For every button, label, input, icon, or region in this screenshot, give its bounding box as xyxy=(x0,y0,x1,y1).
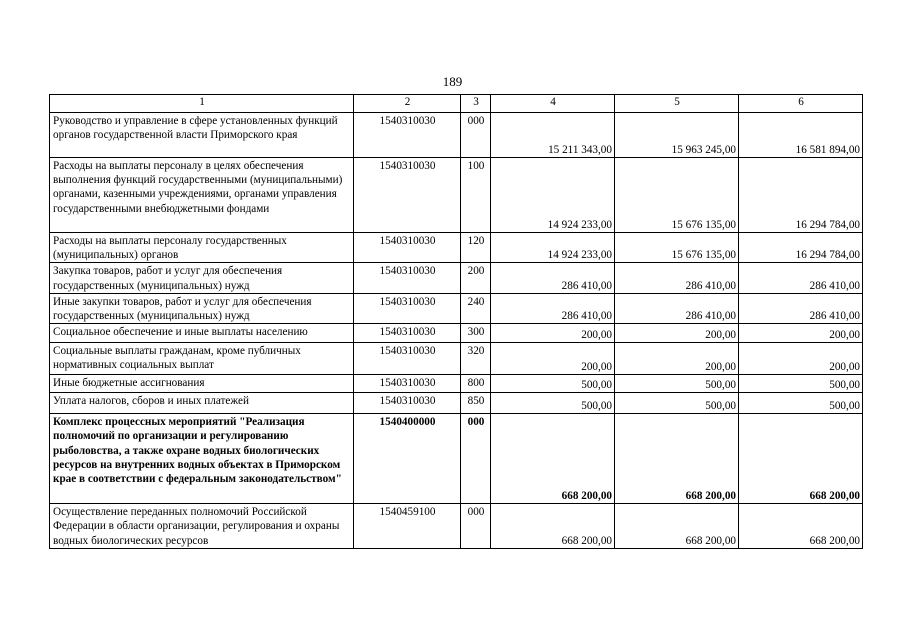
amount-col-4: 500,00 xyxy=(491,375,615,393)
item-name: Уплата налогов, сборов и иных платежей xyxy=(50,393,354,414)
table-row xyxy=(50,293,863,323)
item-name: Комплекс процессных мероприятий "Реализация полномочий по организации и регулированию рыболовства, а также охране водных биологических ресурсов на внутренних водных объектах в Приморском крае в соответствии с федеральным законодательством" xyxy=(50,414,354,504)
table-row xyxy=(50,343,863,375)
amount-col-6: 16 294 784,00 xyxy=(739,158,863,233)
expense-type: 300 xyxy=(461,324,491,343)
table-row xyxy=(50,393,863,414)
amount-col-5: 668 200,00 xyxy=(615,504,739,549)
amount-col-5: 15 676 135,00 xyxy=(615,158,739,233)
item-name: Руководство и управление в сфере установленных функций органов государственной власти Приморского края xyxy=(50,113,354,158)
amount-col-4: 500,00 xyxy=(491,393,615,414)
expense-type: 800 xyxy=(461,375,491,393)
amount-col-6: 16 581 894,00 xyxy=(739,113,863,158)
table-row xyxy=(50,504,863,549)
item-name: Закупка товаров, работ и услуг для обеспечения государственных (муниципальных) нужд xyxy=(50,263,354,293)
amount-col-6: 286 410,00 xyxy=(739,263,863,293)
amount-col-4: 200,00 xyxy=(491,324,615,343)
amount-col-4: 668 200,00 xyxy=(491,414,615,504)
table-row xyxy=(50,375,863,393)
target-code: 1540310030 xyxy=(354,393,461,414)
expense-type: 000 xyxy=(461,414,491,504)
amount-col-6: 200,00 xyxy=(739,343,863,375)
amount-col-5: 286 410,00 xyxy=(615,263,739,293)
amount-col-5: 200,00 xyxy=(615,343,739,375)
amount-col-4: 15 211 343,00 xyxy=(491,113,615,158)
amount-col-5: 286 410,00 xyxy=(615,293,739,323)
header-row xyxy=(50,95,863,113)
amount-col-5: 500,00 xyxy=(615,375,739,393)
item-name: Социальные выплаты гражданам, кроме публичных нормативных социальных выплат xyxy=(50,343,354,375)
amount-col-4: 14 924 233,00 xyxy=(491,233,615,263)
target-code: 1540310030 xyxy=(354,113,461,158)
column-header: 1 xyxy=(50,95,354,113)
amount-col-6: 668 200,00 xyxy=(739,414,863,504)
amount-col-5: 15 963 245,00 xyxy=(615,113,739,158)
target-code: 1540400000 xyxy=(354,414,461,504)
amount-col-4: 286 410,00 xyxy=(491,293,615,323)
column-header: 4 xyxy=(491,95,615,113)
item-name: Расходы на выплаты персоналу в целях обеспечения выполнения функций государственными (муниципальными) органами, казенными учреждениями, органами управления государственными внебюджетными фондами xyxy=(50,158,354,233)
column-header: 2 xyxy=(354,95,461,113)
table-row xyxy=(50,113,863,158)
amount-col-6: 668 200,00 xyxy=(739,504,863,549)
item-name: Социальное обеспечение и иные выплаты населению xyxy=(50,324,354,343)
amount-col-6: 500,00 xyxy=(739,393,863,414)
amount-col-4: 668 200,00 xyxy=(491,504,615,549)
amount-col-5: 200,00 xyxy=(615,324,739,343)
target-code: 1540310030 xyxy=(354,293,461,323)
expense-type: 850 xyxy=(461,393,491,414)
target-code: 1540310030 xyxy=(354,324,461,343)
expense-type: 120 xyxy=(461,233,491,263)
expense-type: 200 xyxy=(461,263,491,293)
item-name: Иные закупки товаров, работ и услуг для обеспечения государственных (муниципальных) нужд xyxy=(50,293,354,323)
target-code: 1540310030 xyxy=(354,158,461,233)
expense-type: 000 xyxy=(461,504,491,549)
table-row xyxy=(50,263,863,293)
amount-col-6: 200,00 xyxy=(739,324,863,343)
amount-col-5: 15 676 135,00 xyxy=(615,233,739,263)
budget-table xyxy=(49,94,863,549)
target-code: 1540310030 xyxy=(354,263,461,293)
column-header: 6 xyxy=(739,95,863,113)
amount-col-6: 16 294 784,00 xyxy=(739,233,863,263)
column-header: 3 xyxy=(461,95,491,113)
amount-col-6: 500,00 xyxy=(739,375,863,393)
table-row xyxy=(50,414,863,504)
target-code: 1540310030 xyxy=(354,343,461,375)
table-row xyxy=(50,158,863,233)
item-name: Расходы на выплаты персоналу государственных (муниципальных) органов xyxy=(50,233,354,263)
amount-col-4: 286 410,00 xyxy=(491,263,615,293)
expense-type: 320 xyxy=(461,343,491,375)
item-name: Иные бюджетные ассигнования xyxy=(50,375,354,393)
expense-type: 000 xyxy=(461,113,491,158)
page-number: 189 xyxy=(442,74,463,89)
item-name: Осуществление переданных полномочий Российской Федерации в области организации, регулирования и охраны водных биологических ресурсов xyxy=(50,504,354,549)
target-code: 1540310030 xyxy=(354,375,461,393)
amount-col-6: 286 410,00 xyxy=(739,293,863,323)
target-code: 1540459100 xyxy=(354,504,461,549)
amount-col-5: 500,00 xyxy=(615,393,739,414)
amount-col-4: 14 924 233,00 xyxy=(491,158,615,233)
table-row xyxy=(50,324,863,343)
column-header: 5 xyxy=(615,95,739,113)
target-code: 1540310030 xyxy=(354,233,461,263)
amount-col-5: 668 200,00 xyxy=(615,414,739,504)
expense-type: 240 xyxy=(461,293,491,323)
amount-col-4: 200,00 xyxy=(491,343,615,375)
expense-type: 100 xyxy=(461,158,491,233)
table-row xyxy=(50,233,863,263)
